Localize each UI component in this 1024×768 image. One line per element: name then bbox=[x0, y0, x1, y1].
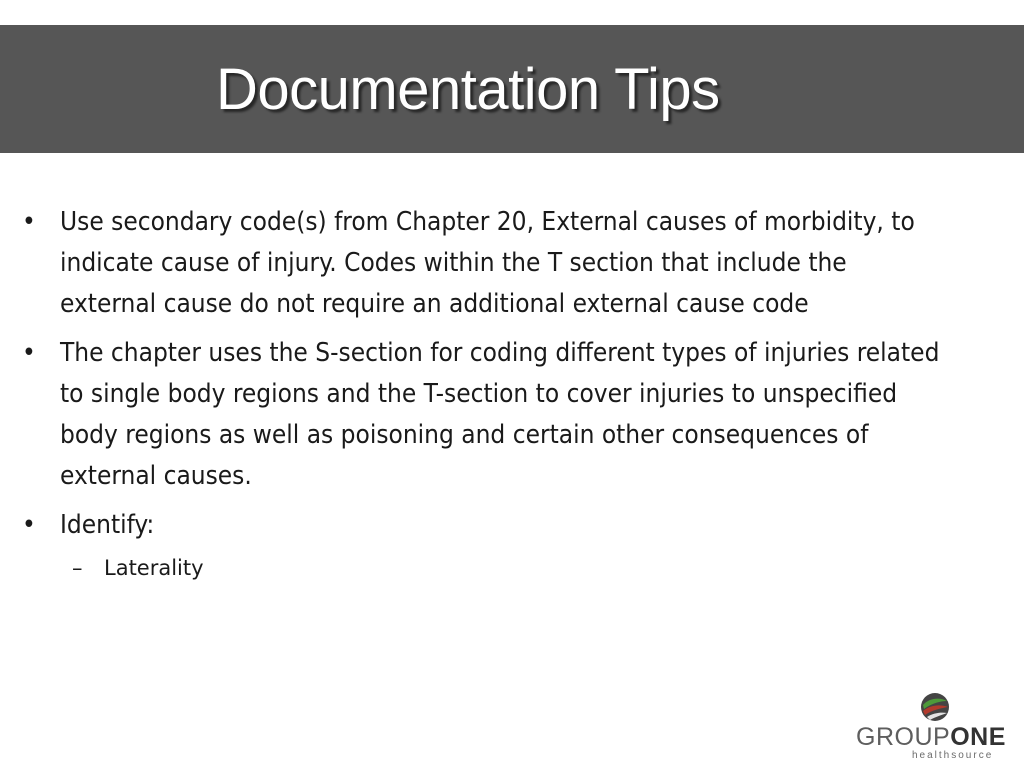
bullet-list bbox=[20, 202, 950, 586]
sub-bullet-text: Laterality bbox=[104, 556, 204, 580]
bullet-item bbox=[20, 202, 950, 325]
logo-word-group: GROUP bbox=[856, 723, 951, 751]
slide-title: Documentation Tips bbox=[216, 57, 720, 122]
logo-word-one: ONE bbox=[950, 723, 1006, 751]
bullet-item bbox=[20, 505, 950, 546]
bullet-text: Use secondary code(s) from Chapter 20, External causes of morbidity, to indicate cause of injury. Codes within the T section that include the external cause do not require an additional external cause code bbox=[60, 207, 915, 319]
groupone-logo bbox=[854, 690, 1020, 762]
logo-tagline: healthsource bbox=[912, 750, 994, 761]
bullet-text: The chapter uses the S-section for coding different types of injuries related to single body regions and the T-section to cover injuries to unspecified body regions as well as poisoning and certain other consequences of external causes. bbox=[60, 338, 940, 491]
logo-wordmark bbox=[856, 724, 1006, 750]
bullet-dot-icon: • bbox=[22, 510, 36, 540]
bullet-dot-icon: • bbox=[22, 207, 36, 237]
bullet-text: Identify: bbox=[60, 510, 155, 540]
sub-bullet-dash-icon: – bbox=[72, 556, 83, 580]
groupone-globe-icon bbox=[920, 692, 950, 722]
bullet-item bbox=[20, 333, 950, 497]
bullet-dot-icon: • bbox=[22, 338, 36, 368]
sub-bullet-item bbox=[20, 550, 950, 586]
